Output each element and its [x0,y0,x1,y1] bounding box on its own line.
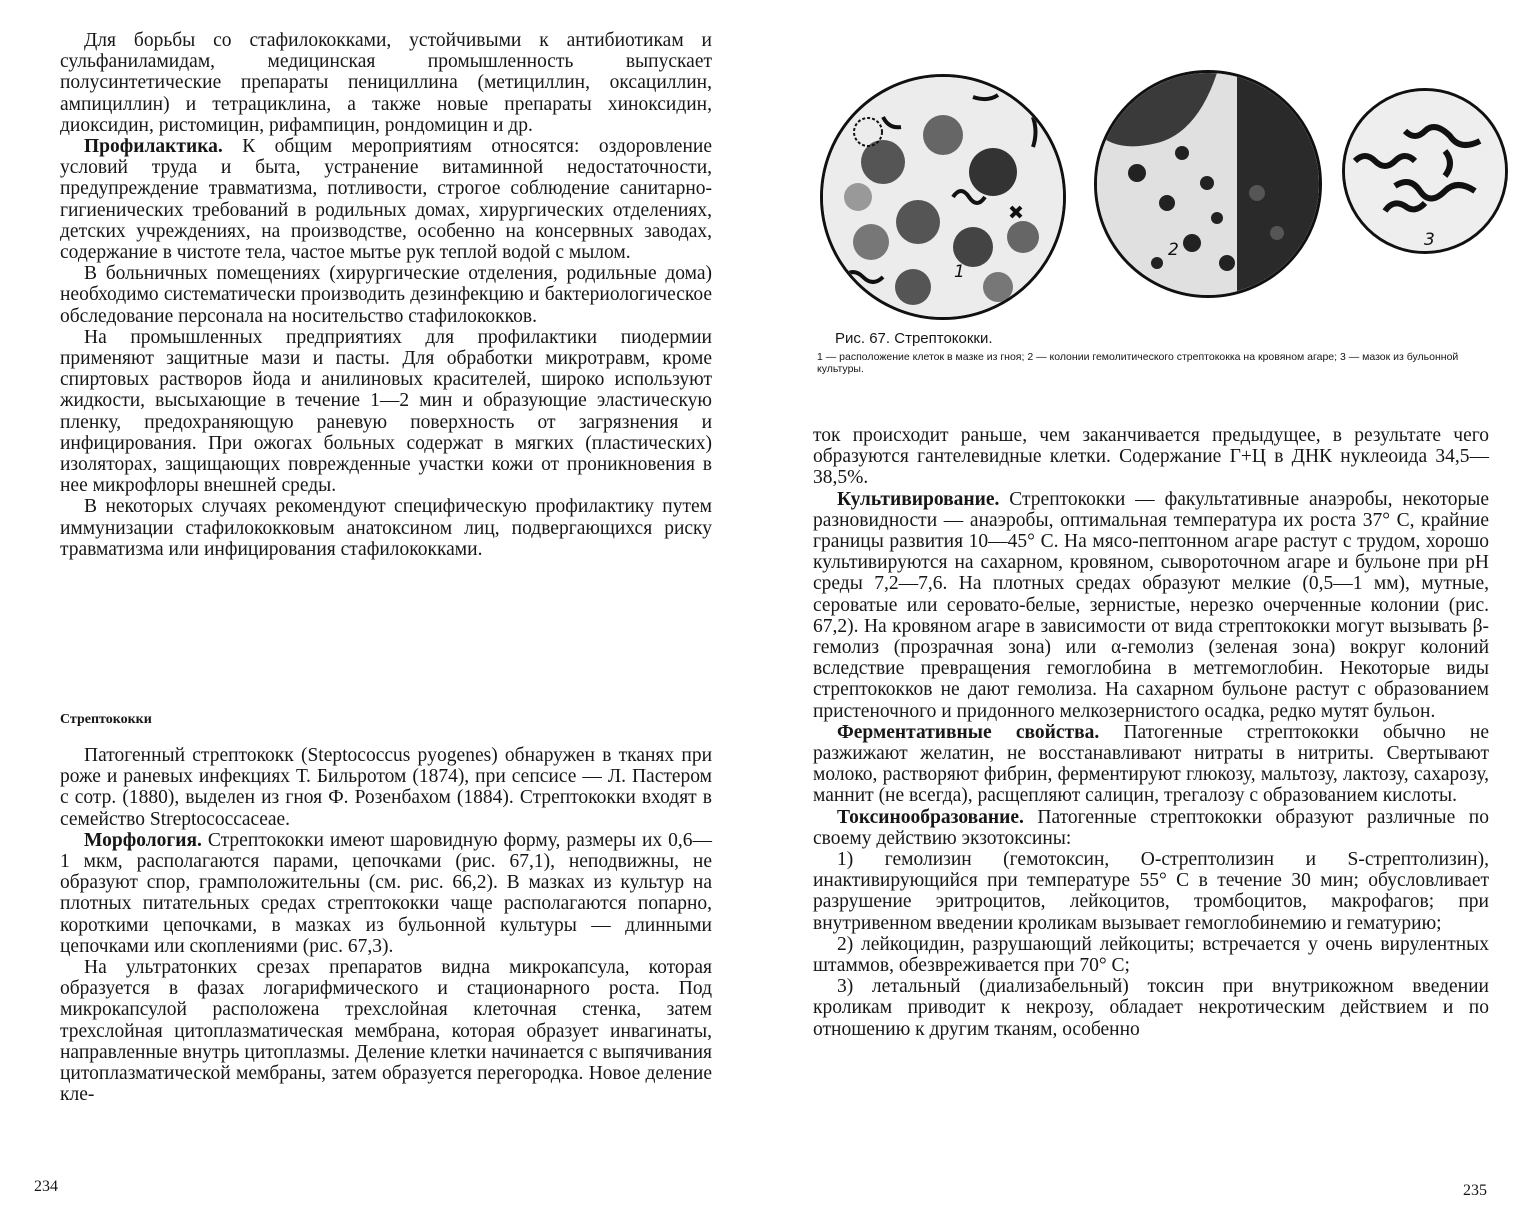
pus-smear-image [823,77,1063,317]
right-paragraph [813,425,1489,489]
paragraph-lead-heading: Ферментативные свойства. [837,721,1100,743]
paragraph-body: На промышленных предприятиях для профилактики пиодермии применяют защитные мази и пасты. Для обработки микротравм, кроме спиртовых растворов йода и анилиновых красителей, широко используют жидкости, высыхающие в течение 1—2 мин и образующие эластическую пленку, предохраняющую раневую поверхность от загрязнения и инфицирования. При ожогах больных содержат в мягких (пластических) изоляторах, защищающих поврежденные участки кожи от проникновения в нее микрофлоры внешней среды. [60,326,712,497]
left-bottom-paragraph [60,830,712,957]
left-text-top [60,30,712,560]
paragraph-lead-heading: Культивирование. [837,488,1000,510]
paragraph-lead-heading: Морфология. [84,829,202,851]
paragraph-body: Патогенный стрептококк (Steptococcus pyogenes) обнаружен в тканях при роже и раневых инфекциях Т. Бильротом (1874), при сепсисе — Л. Пастером с сотр. (1880), выделен из гноя Ф. Розенбахом (1884). Стрептококки входят в семейство Streptococcaceae. [60,745,712,830]
left-bottom-paragraph [60,957,712,1105]
right-paragraph [813,849,1489,934]
paragraph-body: В некоторых случаях рекомендуют специфическую профилактику путем иммунизации стафилококковым анатоксином лиц, подвергающихся риску травматизма или инфицирования стафилококками. [60,496,712,560]
paragraph-body: 1) гемолизин (гемотоксин, О-стрептолизин и S-стрептолизин), инактивирующийся при температуре 55° С в течение 30 мин; обусловливает разрушение эритроцитов, лейкоцитов, тромбоцитов, макрофагов; при внутривенном введении кроликам вызывает гемоглобинемию и гематурию; [813,849,1489,934]
left-top-paragraph [60,263,712,327]
paragraph-body: В больничных помещениях (хирургические отделения, родильные дома) необходимо систематически производить дезинфекцию и бактериологическое обследование персонала на носительство стафилококков. [60,263,712,327]
paragraph-body: ток происходит раньше, чем заканчивается предыдущее, в результате чего образуются гантелевидные клетки. Содержание Г+Ц в ДНК нуклеоида 34,5—38,5%. [813,425,1489,489]
paragraph-body: Стрептококки имеют шаровидную форму, размеры их 0,6—1 мкм, располагаются парами, цепочками (рис. 67,1), неподвижны, не образуют спор, грамположительны (см. рис. 66,2). В мазках из культур на плотных питательных средах стрептококки чаще располагаются попарно, короткими цепочками, в мазках из бульонной культуры — длинными цепочками или скоплениями (рис. 67,3). [60,829,712,957]
paragraph-body: Патогенные стрептококки обычно не разжижают желатин, не восстанавливают нитраты в нитриты. Свертывают молоко, растворяют фибрин, ферментируют глюкозу, мальтозу, лактозу, сахарозу, маннит (не всегда), расщепляют салицин, трегалозу с образованием кислоты. [813,721,1490,807]
paragraph-body: Для борьбы со стафилококками, устойчивыми к антибиотикам и сульфаниламидам, медицинская промышленность выпускает полусинтетические препараты пенициллина (метициллин, оксациллин, ампициллин) и тетрациклина, а также новые препараты хиноксидин, диоксидин, ристомицин, рифампицин, рондомицин и др. [60,30,712,136]
figure-67 [814,70,1504,320]
paragraph-body: Стрептококки — факультативные анаэробы, некоторые разновидности — анаэробы, оптимальная температура их роста 37° С, крайние границы развития 10—45° С. На мясо-пептонном агаре растут с трудом, хорошо культивируются на сахарном, кровяном, сывороточном агаре и бульоне при pH среды 7,2—7,6. На плотных средах образуют мелкие (0,5—1 мм), мутные, сероватые или серовато-белые, зернистые, нерезко очерченные колонии (рис. 67,2). На кровяном агаре в зависимости от вида стрептококки могут вызывать β-гемолиз (прозрачная зона) или α-гемолиз (зеленая зона) вокруг колоний вследствие превращения гемоглобина в метгемоглобин. Некоторые виды стрептококков не дают гемолиза. На сахарном бульоне растут с образованием пристеночного и придонного мелкозернистого осадка, редко мутят бульон. [813,488,1489,722]
right-paragraph [813,934,1489,976]
figure-caption-text: 1 — расположение клеток в мазке из гноя; 2 — колонии гемолитического стрептококка на кровяном агаре; 3 — мазок из бульонной культуры. [817,351,1459,375]
figure-label-2: 2 [1168,240,1179,260]
figure-label-1: 1 [954,262,965,282]
right-page [759,0,1518,1220]
paragraph-lead-heading: Профилактика. [84,136,223,158]
paragraph-body: К общим мероприятиям относятся: оздоровление условий труда и быта, устранение витаминной недостаточности, предупреждение травматизма, потливости, строгое соблюдение санитарно-гигиенических требований в родильных домах, хирургических отделениях, детских учреждениях, на производстве, особенно на консервных заводах, содержание в чистоте тела, частое мытье рук теплой водой с мылом. [60,136,712,264]
right-paragraph [813,807,1489,849]
left-top-paragraph [60,136,712,263]
figure-caption-title: Рис. 67. Стрептококки. [835,330,993,347]
paragraph-body: 2) лейкоцидин, разрушающий лейкоциты; встречается у очень вирулентных штаммов, обезвреживается при 70° С; [813,933,1489,977]
paragraph-body: Патогенные стрептококки образуют различные по своему действию экзотоксины: [813,806,1489,849]
right-paragraph [813,976,1489,1040]
left-bottom-paragraph [60,745,712,830]
paragraph-body: 3) летальный (диализабельный) токсин при внутрикожном введении кроликам приводит к некрозу, обладает некротическим действием и по отношению к другим тканям, особенно [813,976,1489,1040]
broth-culture-image [1345,91,1505,251]
right-paragraph [813,722,1489,807]
micrograph-pus-smear [820,74,1066,320]
page-number-left: 234 [34,1178,58,1195]
right-text [813,425,1489,1040]
paragraph-lead-heading: Токсинообразование. [837,806,1024,828]
section-heading: Стрептококки [60,712,152,727]
right-paragraph [813,489,1489,722]
paragraph-body: На ультратонких срезах препаратов видна микрокапсула, которая образуется в фазах логарифмического и стационарного роста. Под микрокапсулой расположена трехслойная клеточная стенка, затем трехслойная цитоплазматическая мембрана, которая образует инвагинаты, направленные внутрь цитоплазмы. Деление клетки начинается с выпячивания цитоплазматической мембраны, затем образуется перегородка. Новое деление кле- [60,957,712,1106]
micrograph-blood-agar-colonies [1094,70,1322,298]
left-top-paragraph [60,327,712,497]
page-number-right: 235 [1463,1182,1487,1199]
left-top-paragraph [60,496,712,560]
left-top-paragraph [60,30,712,136]
blood-agar-image [1097,73,1319,295]
left-text-bottom [60,745,712,1105]
figure-label-3: 3 [1424,230,1435,250]
